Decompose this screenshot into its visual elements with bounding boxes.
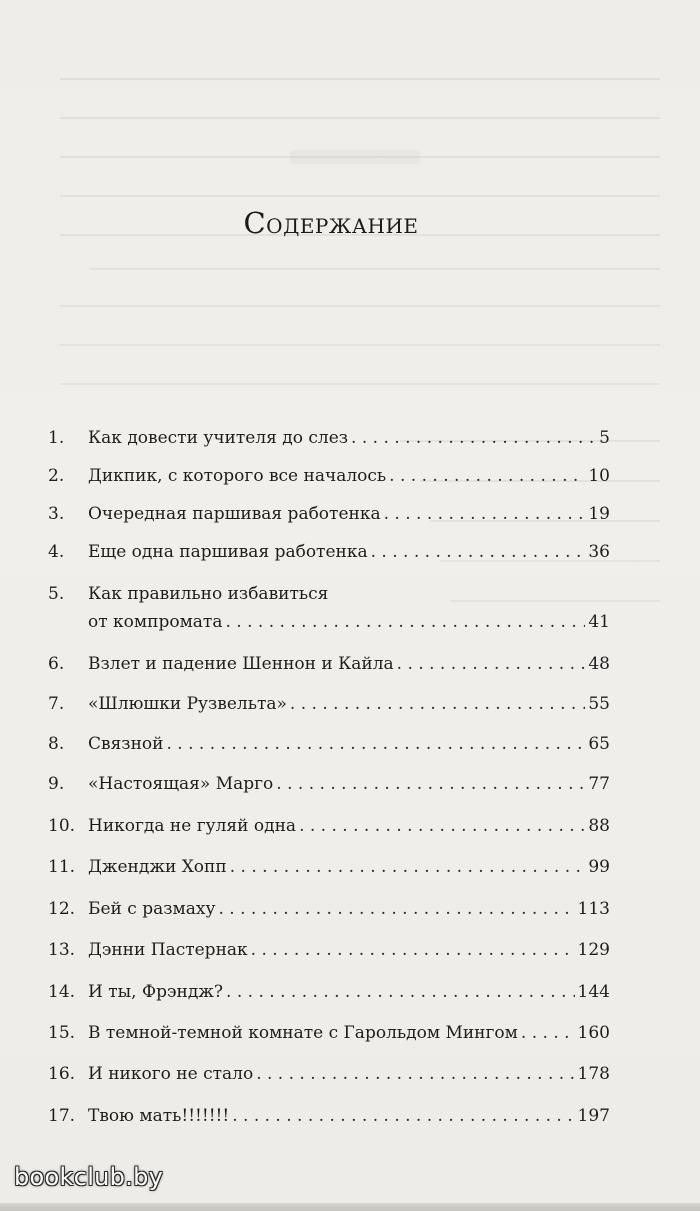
entry-title: Как довести учителя до слез xyxy=(88,428,349,448)
entry-page: 19 xyxy=(588,504,610,524)
entry-title: Никогда не гуляй одна xyxy=(88,816,297,836)
dot-leader xyxy=(351,424,596,452)
dot-leader xyxy=(256,1060,574,1088)
entry-title: И ты, Фрэндж? xyxy=(88,982,224,1002)
entry-number: 2. xyxy=(48,466,65,486)
entry-number: 4. xyxy=(48,542,65,562)
dot-leader xyxy=(389,462,585,490)
page-title: Содержание xyxy=(243,206,419,240)
dot-leader xyxy=(232,1102,574,1130)
entry-page: 10 xyxy=(588,466,610,486)
entry-number: 7. xyxy=(48,694,65,714)
dot-leader xyxy=(290,690,585,718)
entry-number: 17. xyxy=(48,1106,76,1126)
dot-leader xyxy=(397,650,586,678)
entry-number: 11. xyxy=(48,857,76,877)
entry-page: 5 xyxy=(599,428,610,448)
entry-title: В темной-темной комнате с Гарольдом Мингом xyxy=(88,1023,518,1043)
dot-leader xyxy=(299,812,585,840)
entry-number: 12. xyxy=(48,899,76,919)
entry-title: Дэнни Пастернак xyxy=(88,940,248,960)
entry-title: Дженджи Хопп xyxy=(88,857,227,877)
entry-page: 178 xyxy=(577,1064,610,1084)
entry-title: Дикпик, с которого все началось xyxy=(88,466,387,486)
dot-leader xyxy=(251,936,575,964)
dot-leader xyxy=(225,608,585,636)
entry-page: 88 xyxy=(588,816,610,836)
entry-number: 5. xyxy=(48,584,65,604)
page-bottom-edge xyxy=(0,1203,700,1211)
entry-number: 6. xyxy=(48,654,65,674)
entry-number: 14. xyxy=(48,982,76,1002)
dot-leader xyxy=(371,538,586,566)
entry-number: 10. xyxy=(48,816,76,836)
entry-title: Еще одна паршивая работенка xyxy=(88,542,368,562)
entry-number: 8. xyxy=(48,734,65,754)
entry-page: 99 xyxy=(588,857,610,877)
entry-page: 144 xyxy=(577,982,610,1002)
entry-page: 197 xyxy=(577,1106,610,1126)
watermark-logo: bookclub.by xyxy=(14,1163,164,1191)
entry-title: от компромата xyxy=(88,612,223,632)
entry-title: Взлет и падение Шеннон и Кайла xyxy=(88,654,394,674)
entry-title-line1: Как правильно избавиться xyxy=(88,584,329,604)
entry-page: 55 xyxy=(588,694,610,714)
entry-page: 41 xyxy=(588,612,610,632)
toc-entry xyxy=(48,580,610,640)
entry-title: И никого не стало xyxy=(88,1064,254,1084)
entry-number: 16. xyxy=(48,1064,76,1084)
entry-title: Очередная паршивая работенка xyxy=(88,504,381,524)
entry-page: 77 xyxy=(588,774,610,794)
entry-title: «Настоящая» Марго xyxy=(88,774,274,794)
dot-leader xyxy=(226,978,575,1006)
entry-title: «Шлюшки Рузвельта» xyxy=(88,694,287,714)
entry-page: 36 xyxy=(588,542,610,562)
dot-leader xyxy=(230,853,586,881)
entry-page: 129 xyxy=(577,940,610,960)
dot-leader xyxy=(166,730,585,758)
entry-title: Бей с размаху xyxy=(88,899,216,919)
entry-title: Связной xyxy=(88,734,164,754)
entry-number: 15. xyxy=(48,1023,76,1043)
entry-page: 65 xyxy=(588,734,610,754)
entry-page: 113 xyxy=(577,899,610,919)
entry-page: 48 xyxy=(588,654,610,674)
dot-leader xyxy=(276,770,585,798)
entry-number: 1. xyxy=(48,428,65,448)
entry-number: 13. xyxy=(48,940,76,960)
entry-number: 9. xyxy=(48,774,65,794)
dot-leader xyxy=(218,895,574,923)
entry-page: 160 xyxy=(577,1023,610,1043)
entry-title: Твою мать!!!!!!! xyxy=(88,1106,230,1126)
dot-leader xyxy=(384,500,586,528)
dot-leader xyxy=(521,1019,575,1047)
entry-number: 3. xyxy=(48,504,65,524)
